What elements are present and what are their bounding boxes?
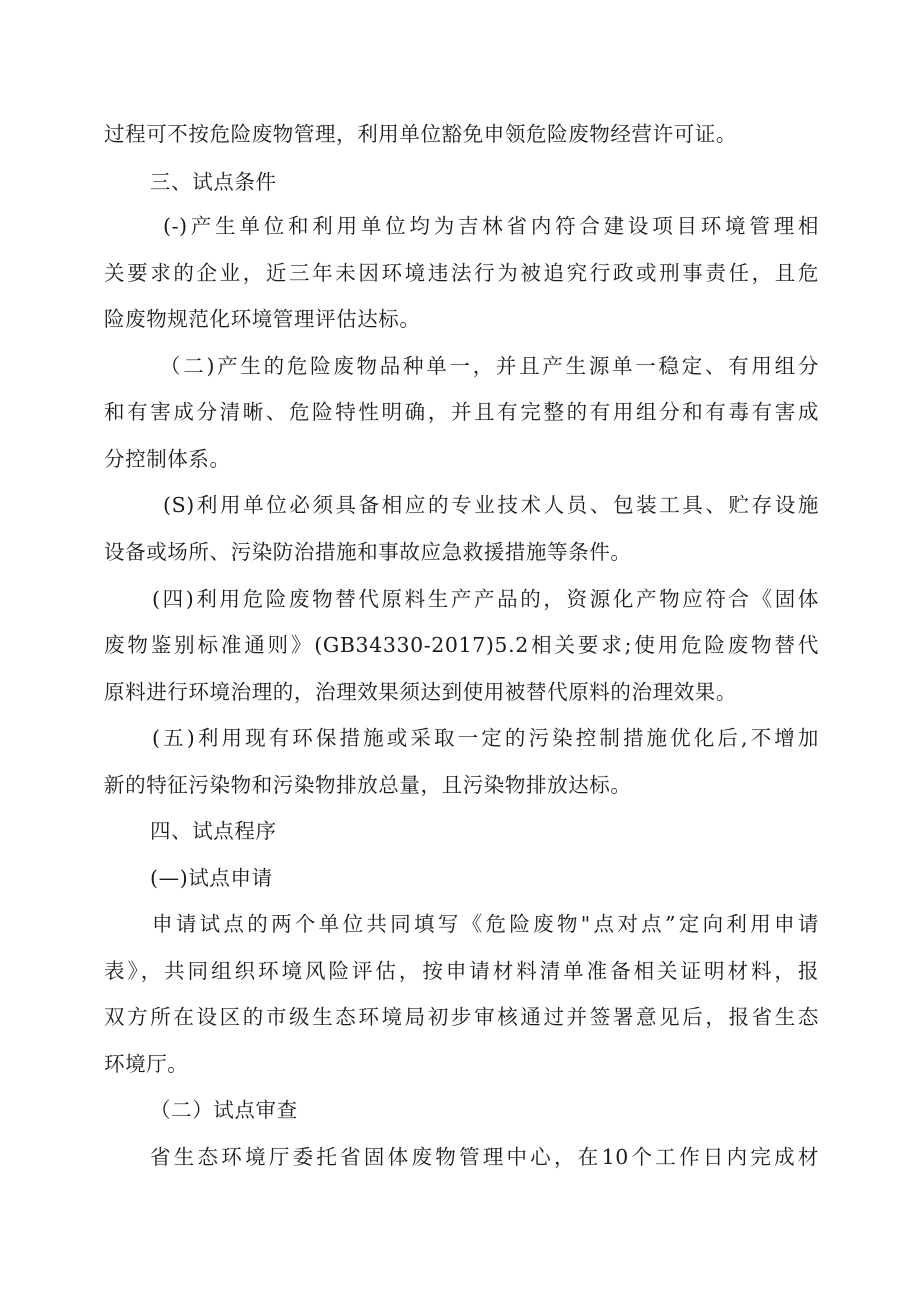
paragraph-line: 申请试点的两个单位共同填写《危险废物"点对点”定向利用申请 bbox=[152, 912, 819, 936]
paragraph-line: 表》，共同组织环境风险评估，按申请材料清单准备相关证明材料，报 bbox=[104, 959, 819, 983]
paragraph-line: 废物鉴别标准通则》(GB34330-2017)5.2相关要求;使用危险废物替代 bbox=[104, 633, 819, 657]
paragraph-line: 双方所在设区的市级生态环境局初步审核通过并签署意见后，报省生态 bbox=[104, 1005, 819, 1029]
paragraph-line: 关要求的企业，近三年未因环境违法行为被追究行政或刑事责任，且危 bbox=[104, 261, 819, 285]
paragraph-line: 设备或场所、污染防治措施和事故应急救援措施等条件。 bbox=[104, 540, 632, 564]
paragraph-line: 原料进行环境治理的，治理效果须达到使用被替代原料的治理效果。 bbox=[104, 680, 737, 704]
paragraph-line: 环境厅。 bbox=[104, 1052, 189, 1076]
paragraph-line: 和有害成分清晰、危险特性明确，并且有完整的有用组分和有毒有害成 bbox=[104, 400, 819, 424]
section-heading: 四、试点程序 bbox=[150, 819, 277, 843]
paragraph-line: (S)利用单位必须具备相应的专业技术人员、包装工具、贮存设施 bbox=[163, 493, 819, 517]
subsection-heading: (—)试点申请 bbox=[150, 866, 273, 890]
paragraph-line: (-)产生单位和利用单位均为吉林省内符合建设项目环境管理相 bbox=[163, 214, 819, 238]
paragraph-line: 省生态环境厅委托省固体废物管理中心，在10个工作日内完成材 bbox=[150, 1145, 819, 1169]
section-heading: 三、试点条件 bbox=[150, 170, 277, 194]
paragraph-line: （二)产生的危险废物品种单一，并且产生源单一稳定、有用组分 bbox=[160, 354, 819, 378]
subsection-heading: （二）试点审查 bbox=[150, 1098, 298, 1122]
paragraph-line: (五)利用现有环保措施或采取一定的污染控制措施优化后,不增加 bbox=[152, 726, 819, 750]
paragraph-line: 分控制体系。 bbox=[104, 447, 231, 471]
paragraph-line: 过程可不按危险废物管理，利用单位豁免申领危险废物经营许可证。 bbox=[104, 122, 737, 146]
paragraph-line: 新的特征污染物和污染物排放总量，且污染物排放达标。 bbox=[104, 773, 632, 797]
paragraph-line: 险废物规范化环境管理评估达标。 bbox=[104, 307, 421, 331]
paragraph-line: (四)利用危险废物替代原料生产产品的，资源化产物应符合《固体 bbox=[152, 587, 819, 611]
